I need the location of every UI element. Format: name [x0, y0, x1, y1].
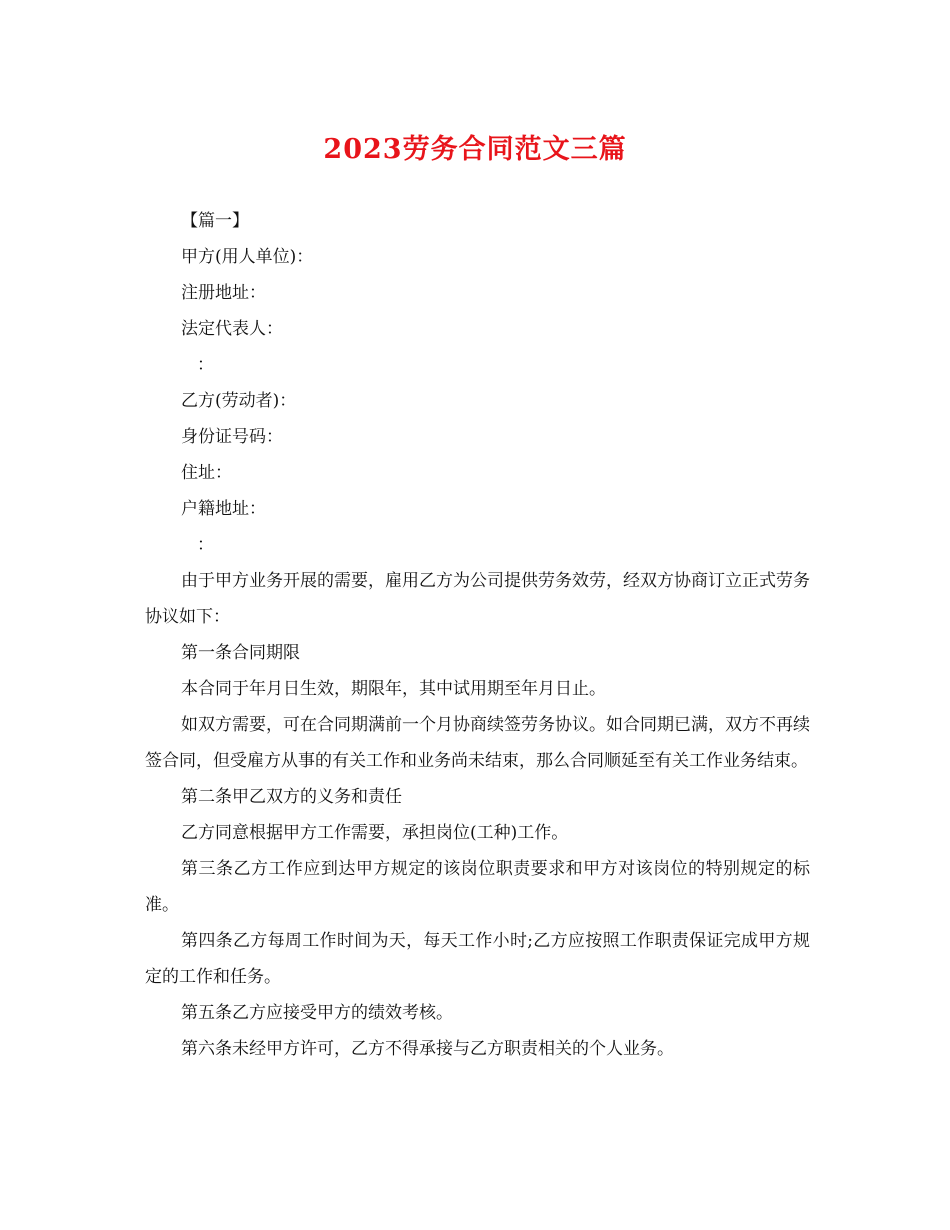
residence-label: 住址：: [181, 463, 232, 483]
intro-paragraph: 由于甲方业务开展的需要，雇用乙方为公司提供劳务效劳，经双方协商订立正式劳务协议如下：: [145, 571, 810, 627]
blank-field-label: ：: [197, 355, 214, 375]
id-number-label: 身份证号码：: [181, 427, 283, 447]
legal-representative-label: 法定代表人：: [181, 319, 283, 339]
article-heading: 第二条甲乙双方的义务和责任: [181, 787, 402, 807]
renewal-paragraph: 如双方需要，可在合同期满前一个月协商续签劳务协议。如合同期已满，双方不再续签合同，但受雇方从事的有关工作和业务尚未结束，那么合同顺延至有关工作业务结束。: [145, 715, 810, 771]
article-paragraph: 第六条未经甲方许可，乙方不得承接与乙方职责相关的个人业务。: [181, 1039, 674, 1059]
article-heading: 第一条合同期限: [181, 643, 300, 663]
household-address-label: 户籍地址：: [181, 499, 266, 519]
document-title: 2023劳务合同范文三篇: [323, 134, 627, 165]
article-paragraph: 第五条乙方应接受甲方的绩效考核。: [181, 1003, 453, 1023]
party-b-label: 乙方(劳动者)：: [181, 391, 297, 411]
contract-term-paragraph: 本合同于年月日生效，期限年，其中试用期至年月日止。: [181, 679, 606, 699]
party-a-label: 甲方(用人单位)：: [181, 247, 314, 267]
document-body: [145, 203, 810, 1067]
section-heading: 【篇一】: [181, 211, 249, 231]
position-paragraph: 乙方同意根据甲方工作需要，承担岗位(工种)工作。: [181, 823, 569, 843]
blank-field-label: ：: [197, 535, 214, 555]
registered-address-label: 注册地址：: [181, 283, 266, 303]
article-paragraph: 第三条乙方工作应到达甲方规定的该岗位职责要求和甲方对该岗位的特别规定的标准。: [145, 859, 810, 915]
article-paragraph: 第四条乙方每周工作时间为天，每天工作小时;乙方应按照工作职责保证完成甲方规定的工作和任务。: [145, 931, 810, 987]
